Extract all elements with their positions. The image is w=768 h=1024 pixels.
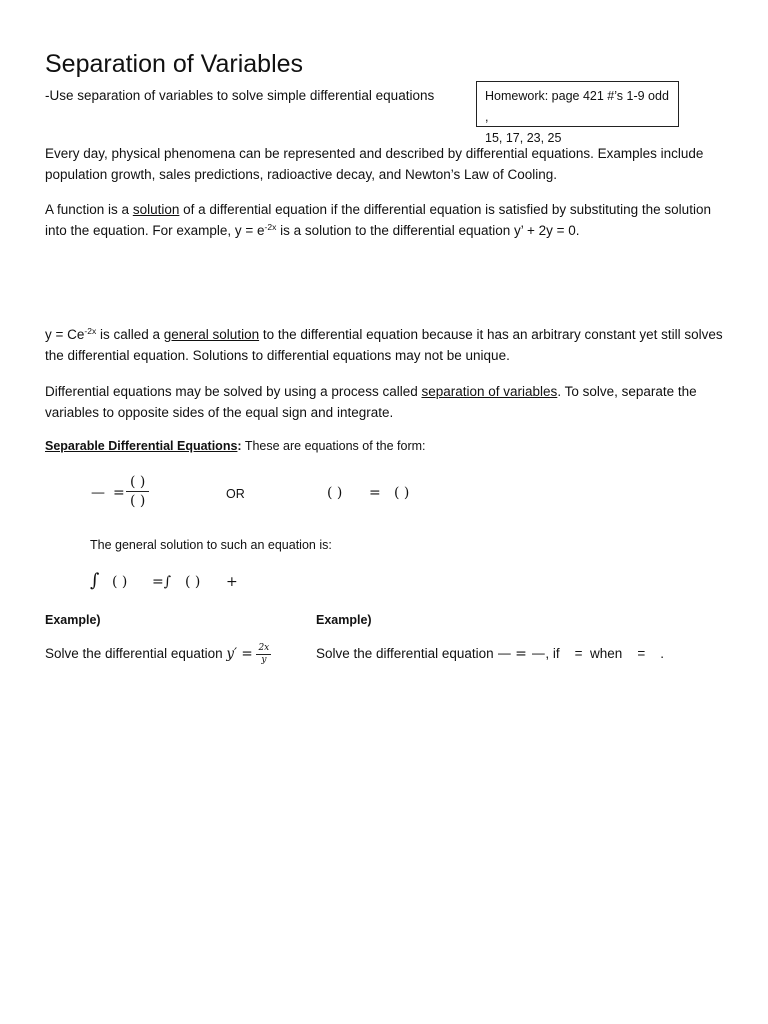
integral-plus: + [226, 574, 238, 590]
example-2-if: , if [545, 646, 560, 661]
general-solution-text: The general solution to such an equation is: [90, 538, 332, 552]
homework-line-1: Homework: page 421 #’s 1-9 odd , [485, 89, 669, 124]
general-mid: is called a [96, 327, 164, 342]
homework-line-2: 15, 17, 23, 25 [485, 131, 562, 145]
example-2-equals-1: = [574, 646, 583, 661]
example-2-text-line [316, 645, 664, 663]
general-exponent: -2x [84, 326, 97, 336]
example-1-text: Solve the differential equation [45, 646, 227, 662]
form-right: ( ) [394, 485, 410, 501]
general-term: general solution [163, 327, 260, 342]
separable-heading-line [45, 437, 426, 455]
example-2-when: when [590, 646, 623, 661]
form-dash: — [91, 485, 105, 501]
separation-pre: Differential equations may be solved by using a process called [45, 384, 422, 399]
solution-post: is a solution to the differential equation y’ + 2y = 0. [276, 223, 580, 238]
example-2-equals-2: = [637, 646, 646, 661]
separation-paragraph [45, 381, 735, 423]
form-equals-2: = [369, 485, 381, 501]
homework-box [476, 81, 679, 145]
page-title: Separation of Variables [45, 50, 304, 78]
example-1-lhs: y′ = [226, 646, 253, 663]
example-2-dash: — [497, 646, 512, 662]
integral-equals-sign-2: =∫ [152, 574, 172, 590]
solution-mid: of a differential equation if the differential equation is satisfied by substituting the solution into the equation. For example, y = e [45, 202, 711, 238]
example-2-text: Solve the differential equation [316, 646, 498, 661]
solution-paragraph [45, 199, 735, 241]
example-2-label: Example) [316, 613, 372, 627]
integral-sign-1: ∫ [90, 570, 100, 591]
integral-paren-2: ( ) [185, 574, 201, 590]
intro-paragraph: Every day, physical phenomena can be represented and described by differential equations. Examples include population growth, sales predictions, radioactive decay, and Newton’s Law of Cooling. [45, 146, 704, 182]
separable-heading: Separable Differential Equations [45, 439, 238, 453]
example-1-fraction-numerator: 2x [258, 643, 270, 653]
solution-exponent: -2x [264, 222, 277, 232]
example-2-period: . [660, 646, 664, 661]
example-1-text-line [45, 643, 271, 666]
example-1-label: Example) [45, 613, 101, 627]
separable-colon: : [237, 439, 242, 453]
separable-text: These are equations of the form: [241, 439, 426, 453]
solution-pre: A function is a [45, 202, 133, 217]
general-post: to the differential equation because it has an arbitrary constant yet still solves the differential equation. Solutions to differential equations may not be unique. [45, 327, 723, 363]
general-solution-paragraph [45, 324, 735, 366]
form-left: ( ) [327, 485, 343, 501]
objective-text: -Use separation of variables to solve simple differential equations [45, 88, 435, 103]
separation-post: . To solve, separate the variables to opposite sides of the equal sign and integrate. [45, 384, 697, 420]
form-or: OR [226, 487, 245, 501]
form-equals: = [113, 485, 125, 501]
example-1-fraction [256, 643, 271, 666]
form-fraction [126, 473, 149, 510]
form-fraction-denominator: ( ) [130, 493, 146, 509]
separation-term: separation of variables [421, 384, 558, 399]
example-2-equals-dash: = — [515, 646, 546, 662]
form-fraction-numerator: ( ) [126, 473, 149, 492]
example-1-fraction-denominator: y [261, 655, 267, 665]
integral-paren-1: ( ) [112, 574, 128, 590]
general-pre: y = Ce [45, 327, 85, 342]
solution-term: solution [132, 202, 180, 217]
